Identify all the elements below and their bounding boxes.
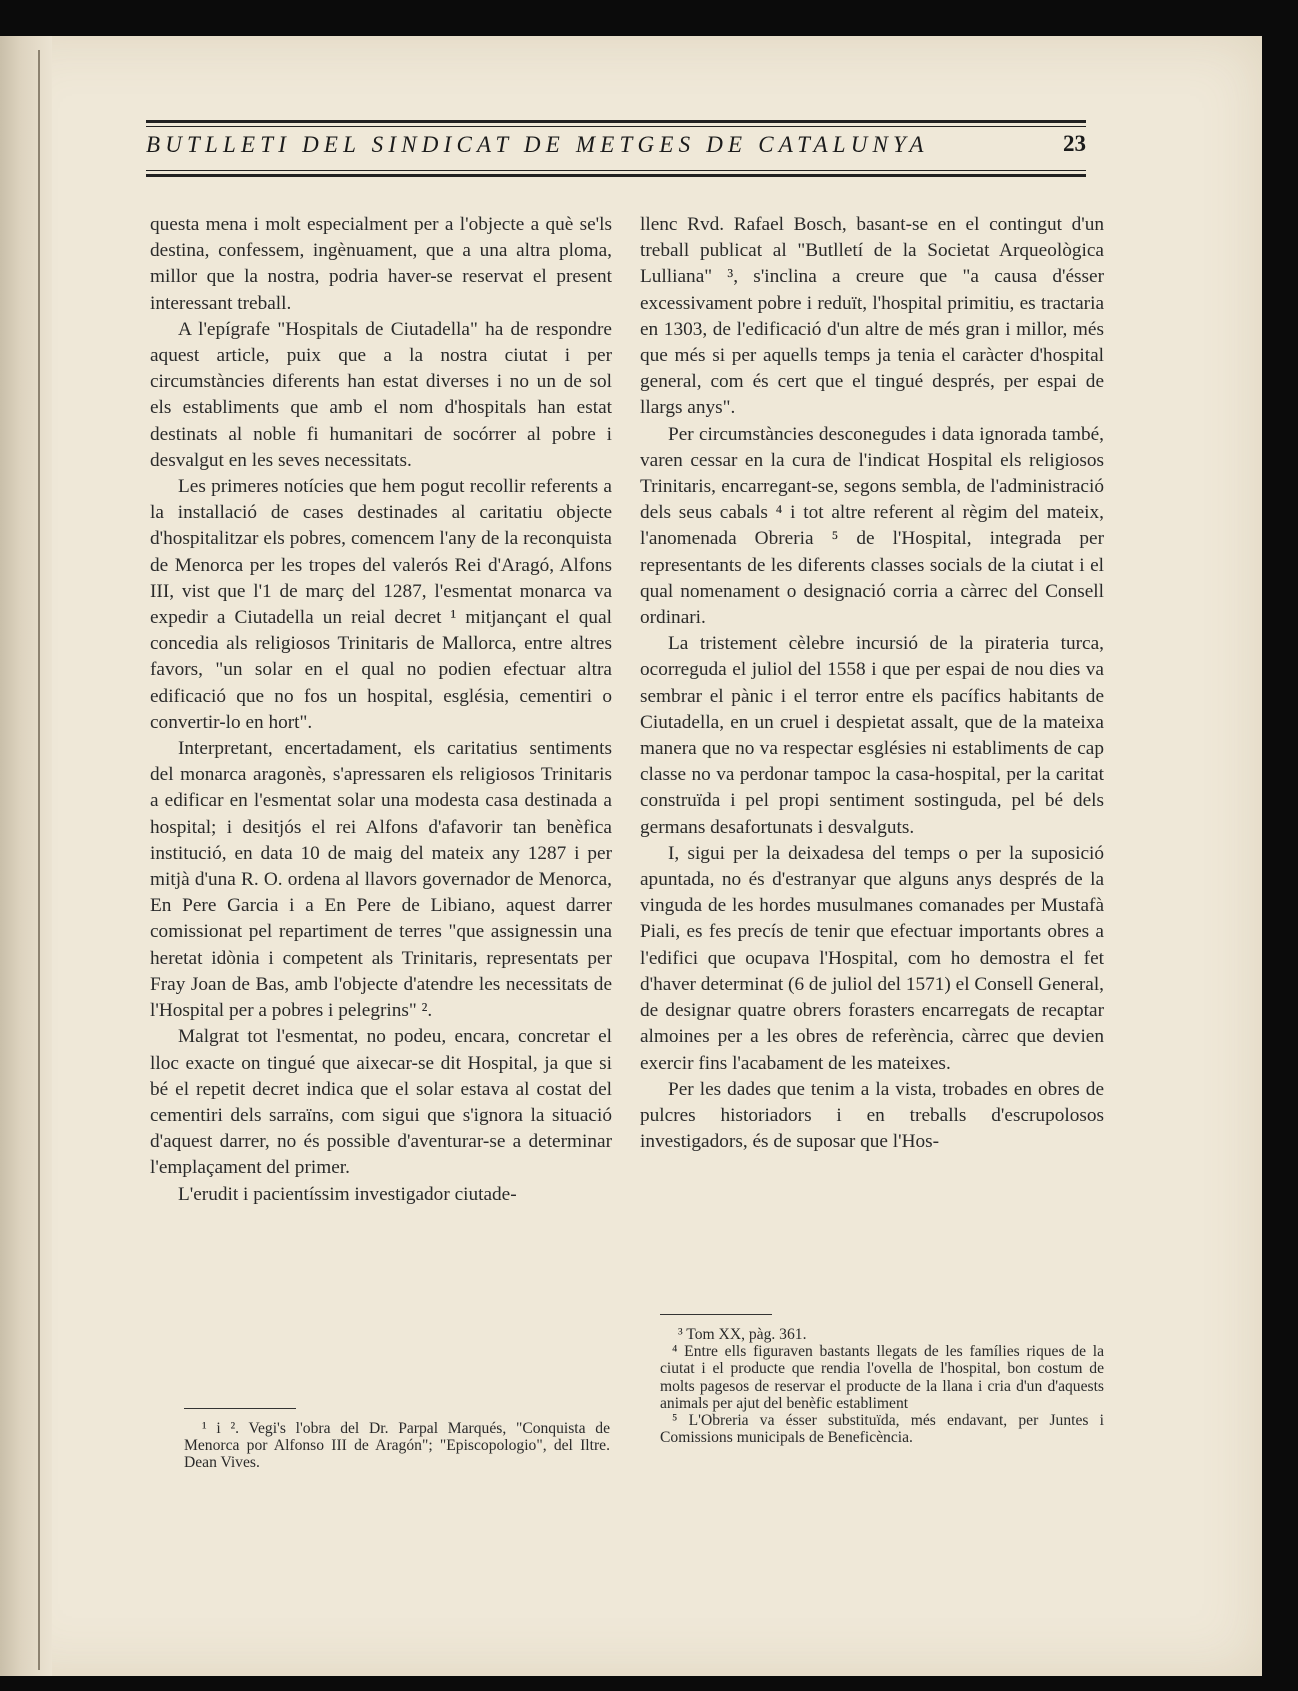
footnote-separator: [184, 1408, 296, 1409]
footnote: ³ Tom XX, pàg. 361.: [678, 1326, 807, 1343]
paragraph: A l'epígrafe "Hospitals de Ciutadella" ha de respondre aquest article, puix que a la nostra ciutat i per circumstàncies diferents han estat diverses i no un de sol els establiments que amb el nom d'hospitals han estat destinats al noble fi humanitari de socórrer al pobre i desvalgut en les seves necessitats.: [150, 318, 612, 471]
header-rule-top-thin: [146, 126, 1086, 127]
paragraph: Interpretant, encertadament, els caritatius sentiments del monarca aragonès, s'apressaren els religiosos Trinitaris a edificar en l'esmentat solar una modesta casa destinada a hospital; i desitjós el rei Alfons d'afavorir tan benèfica institució, en data 10 de maig del mateix any 1287 i per mitjà d'una R. O. ordena al llavors governador de Menorca, En Pere Garcia i a En Pere de Libiano, aquest darrer comissionat pel repartiment de terres "que assignessin una heretat idònia i competent als Trinitaris, representats per Fray Joan de Bas, amb l'objecte d'atendre les necessitats de l'Hospital per a pobres i pelegrins" ².: [150, 738, 612, 1022]
paragraph: L'erudit i pacientíssim investigador ciutade-: [178, 1183, 517, 1205]
left-column: [150, 212, 612, 1208]
binding-edge: [38, 50, 40, 1670]
right-column: [640, 212, 1104, 1155]
paragraph: I, sigui per la deixadesa del temps o per la suposició apuntada, no és d'estranyar que alguns anys després de la vinguda de les hordes musulmanes comanades per Mustafà Piali, es fes precís de tenir que efectuar importants obres a l'edifici que ocupava l'Hospital, com ho demostra el fet d'haver determinat (6 de juliol del 1571) el Consell General, de designar quatre obrers forasters encarregats de recaptar almoines per a les obres de referència, càrrec que devien exercir fins l'acabament de les mateixes.: [640, 842, 1104, 1074]
running-header: [146, 120, 1086, 182]
paragraph: Les primeres notícies que hem pogut recollir referents a la installació de cases destinades al caritatiu objecte d'hospitalitzar els pobres, comencem l'any de la reconquista de Menorca per les tropes del valerós Rei d'Aragó, Alfons III, vist que l'1 de març del 1287, l'esmentat monarca va expedir a Ciutadella un reial decret ¹ mitjançant el qual concedia als religiosos Trinitaris de Mallorca, entre altres favors, "un solar en el qual no podien efectuar altra edificació que no fos un hospital, església, cementiri o convertir-lo en hort".: [150, 476, 612, 733]
header-rule-top: [146, 120, 1086, 123]
header-rule-bottom: [146, 174, 1086, 177]
paragraph: llenc Rvd. Rafael Bosch, basant-se en el contingut d'un treball publicat al "Butlletí de la Societat Arqueològica Lulliana" ³, s'inclina a creure que "a causa d'ésser excessivament pobre i reduït, l'hospital primitiu, es tractaria en 1303, de l'edificació d'un altre de més gran i millor, més que més si per aquells temps ja tenia el caràcter d'hospital general, com és cert que el tingué després, per espai de llargs anys".: [640, 214, 1104, 419]
journal-title: BUTLLETI DEL SINDICAT DE METGES DE CATALUNYA: [146, 132, 929, 157]
left-footnotes: [184, 1420, 610, 1472]
page-number: 23: [1063, 131, 1086, 156]
right-footnotes: [660, 1326, 1104, 1446]
page-gutter: [0, 36, 52, 1676]
footnote: ¹ i ². Vegi's l'obra del Dr. Parpal Marqués, "Conquista de Menorca por Alfonso III de Aragón"; "Episcopologio", del Iltre. Dean Vives.: [184, 1420, 610, 1472]
footnote: ⁵ L'Obreria va ésser substituïda, més endavant, per Juntes i Comissions municipals de Beneficència.: [660, 1412, 1104, 1447]
footnote-separator: [660, 1314, 772, 1315]
footnote: ⁴ Entre ells figuraven bastants llegats de les famílies riques de la ciutat i el producte que rendia l'ovella de l'hospital, bon costum de molts pagesos de reservar el producte de la llana i cria d'un d'aquests animals per ajut del benèfic establiment: [660, 1343, 1104, 1412]
paragraph: La tristement cèlebre incursió de la pirateria turca, ocorreguda el juliol del 1558 i que per espai de nou dies va sembrar el pànic i el terror entre els pacífics habitants de Ciutadella, en un cruel i despietat assalt, que de la mateixa manera que no va respectar esglésies ni establiments de cap classe no va perdonar tampoc la casa-hospital, per la caritat construïda i pel propi sentiment sostinguda, pel bé dels germans desafortunats i desvalguts.: [640, 633, 1104, 838]
header-rule-bottom-thin: [146, 170, 1086, 171]
paragraph: Per les dades que tenim a la vista, trobades en obres de pulcres historiadors i en treballs d'escrupolosos investigadors, és de suposar que l'Hos-: [640, 1078, 1104, 1153]
paragraph: Per circumstàncies desconegudes i data ignorada també, varen cessar en la cura de l'indicat Hospital els religiosos Trinitaris, encarregant-se, segons sembla, de l'administració dels seus cabals ⁴ i tot altre referent al règim del mateix, l'anomenada Obreria ⁵ de l'Hospital, integrada per representants de les diferents classes socials de la ciutat i el qual nomenament o designació corria a càrrec del Consell ordinari.: [640, 423, 1104, 629]
paragraph: questa mena i molt especialment per a l'objecte a què se'ls destina, confessem, ingènuament, que a una altra ploma, millor que la nostra, podria haver-se reservat el present interessant treball.: [150, 214, 612, 314]
paragraph: Malgrat tot l'esmentat, no podeu, encara, concretar el lloc exacte on tingué que aixecar-se dit Hospital, ja que si bé el repetit decret indica que el solar estava al costat del cementiri dels sarraïns, com sigui que s'ignora la situació d'aquest darrer, no és possible d'aventurar-se a determinar l'emplaçament del primer.: [150, 1026, 612, 1179]
scan-border: [0, 1676, 1298, 1691]
